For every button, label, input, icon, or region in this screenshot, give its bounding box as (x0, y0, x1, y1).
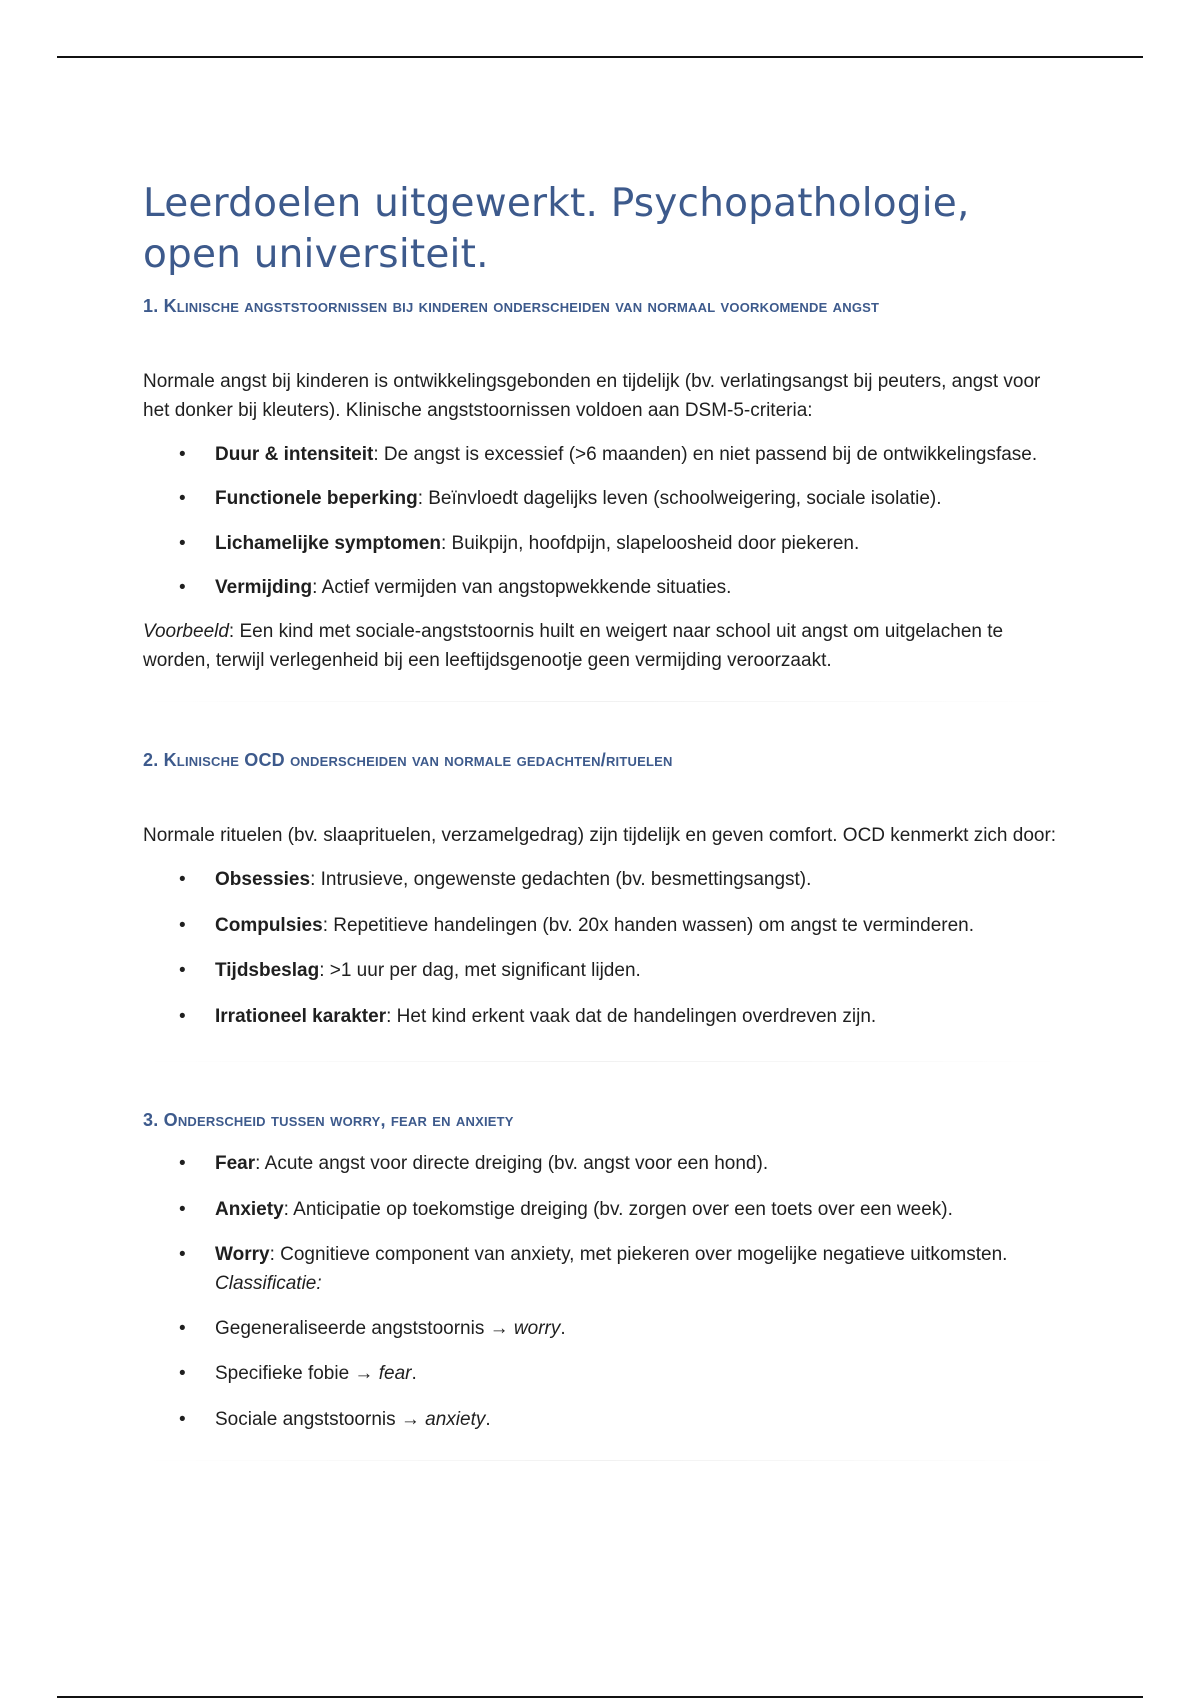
document-body (143, 178, 1063, 1461)
list-item-term: Vermijding (215, 577, 313, 598)
bullet-icon: • (179, 960, 186, 981)
section-1-list (143, 440, 1063, 602)
classification-end: . (411, 1363, 417, 1384)
header-rule (57, 56, 1143, 58)
list-item-text: : >1 uur per dag, met significant lijden. (319, 960, 641, 981)
bullet-icon: • (179, 533, 186, 554)
classification-label: Sociale angststoornis (215, 1409, 396, 1430)
list-item (143, 1240, 1063, 1298)
bullet-icon: • (179, 577, 186, 598)
section-2-intro: Normale rituelen (bv. slaaprituelen, verzamelgedrag) zijn tijdelijk en geven comfort. OCD kenmerkt zich door: (143, 825, 1057, 846)
list-item-text: : De angst is excessief (>6 maanden) en niet passend bij de ontwikkelingsfase. (373, 444, 1038, 465)
arrow-icon: → (484, 1318, 514, 1339)
list-item-term: Worry (215, 1244, 270, 1265)
bullet-icon: • (179, 1153, 186, 1174)
bullet-icon: • (179, 1318, 186, 1339)
list-item (143, 1002, 1063, 1031)
section-1 (143, 294, 1063, 702)
classification-end: . (560, 1318, 566, 1339)
list-item-text: : Beïnvloedt dagelijks leven (schoolweigering, sociale isolatie). (417, 488, 942, 509)
classification-label: Specifieke fobie (215, 1363, 350, 1384)
arrow-icon: → (395, 1409, 426, 1430)
list-item (143, 1359, 1063, 1388)
list-item (143, 1405, 1063, 1434)
document-title: Leerdoelen uitgewerkt. Psychopathologie, open universiteit. (143, 181, 970, 277)
list-item (143, 440, 1063, 469)
bullet-icon: • (179, 1006, 186, 1027)
list-item-term: Functionele beperking (215, 488, 418, 509)
classification-note: Classificatie: (215, 1273, 322, 1294)
list-item (143, 573, 1063, 602)
list-item-text: : Intrusieve, ongewenste gedachten (bv. besmettingsangst). (310, 869, 812, 890)
section-3-heading: 3. Onderscheid tussen worry, fear en anxiety (143, 1110, 514, 1130)
section-2-list (143, 865, 1063, 1031)
list-item (143, 1314, 1063, 1343)
section-separator (143, 701, 1063, 702)
list-item (143, 911, 1063, 940)
classification-end: . (485, 1409, 491, 1430)
example-text: : Een kind met sociale-angststoornis huilt en weigert naar school uit angst om uitgelachen te worden, terwijl verlegenheid bij een leeftijdsgenootje geen vermijding veroorzaakt. (143, 621, 1004, 671)
list-item-text: : Repetitieve handelingen (bv. 20x handen wassen) om angst te verminderen. (322, 915, 975, 936)
list-item-text: : Acute angst voor directe dreiging (bv. angst voor een hond). (255, 1153, 769, 1174)
list-item-text: : Het kind erkent vaak dat de handelingen overdreven zijn. (386, 1006, 877, 1027)
list-item (143, 1149, 1063, 1178)
list-item-text: : Anticipatie op toekomstige dreiging (bv. zorgen over een toets over een week). (283, 1199, 953, 1220)
section-separator (143, 1460, 1063, 1461)
bullet-icon: • (179, 444, 186, 465)
list-item (143, 1195, 1063, 1224)
section-1-heading: 1. Klinische angststoornissen bij kinderen onderscheiden van normaal voorkomende angst (143, 296, 880, 316)
classification-type: worry (513, 1318, 561, 1339)
list-item (143, 484, 1063, 513)
section-3-list (143, 1149, 1063, 1434)
classification-type: anxiety (425, 1409, 486, 1430)
list-item-term: Anxiety (215, 1199, 284, 1220)
section-1-intro: Normale angst bij kinderen is ontwikkelingsgebonden en tijdelijk (bv. verlatingsangst bij peuters, angst voor het donker bij kleuters). Klinische angststoornissen voldoen aan DSM-5-criteria: (143, 371, 1041, 421)
bullet-icon: • (179, 488, 186, 509)
list-item (143, 865, 1063, 894)
list-item-text: : Buikpijn, hoofdpijn, slapeloosheid door piekeren. (440, 533, 860, 554)
section-3 (143, 1108, 1063, 1461)
bullet-icon: • (179, 915, 186, 936)
list-item (143, 956, 1063, 985)
list-item-text: : Actief vermijden van angstopwekkende situaties. (312, 577, 732, 598)
classification-label: Gegeneraliseerde angststoornis (215, 1318, 485, 1339)
list-item-term: Duur & intensiteit (215, 444, 374, 465)
list-item-term: Tijdsbeslag (215, 960, 320, 981)
example-label: Voorbeeld (143, 621, 229, 642)
section-separator (143, 1061, 1063, 1062)
section-1-example (143, 617, 1063, 675)
bullet-icon: • (179, 1409, 186, 1430)
list-item-term: Fear (215, 1153, 256, 1174)
list-item (143, 529, 1063, 558)
bullet-icon: • (179, 1199, 186, 1220)
classification-type: fear (378, 1363, 412, 1384)
section-2-heading: 2. Klinische OCD onderscheiden van normale gedachten/rituelen (143, 750, 673, 770)
list-item-term: Compulsies (215, 915, 323, 936)
bullet-icon: • (179, 1363, 186, 1384)
arrow-icon: → (349, 1363, 379, 1384)
bullet-icon: • (179, 869, 186, 890)
footer-rule (57, 1696, 1143, 1698)
section-2 (143, 748, 1063, 1062)
bullet-icon: • (179, 1244, 186, 1265)
list-item-text: : Cognitieve component van anxiety, met piekeren over mogelijke negatieve uitkomsten. (269, 1244, 1008, 1265)
list-item-term: Irrationeel karakter (215, 1006, 387, 1027)
list-item-term: Obsessies (215, 869, 311, 890)
list-item-term: Lichamelijke symptomen (215, 533, 441, 554)
